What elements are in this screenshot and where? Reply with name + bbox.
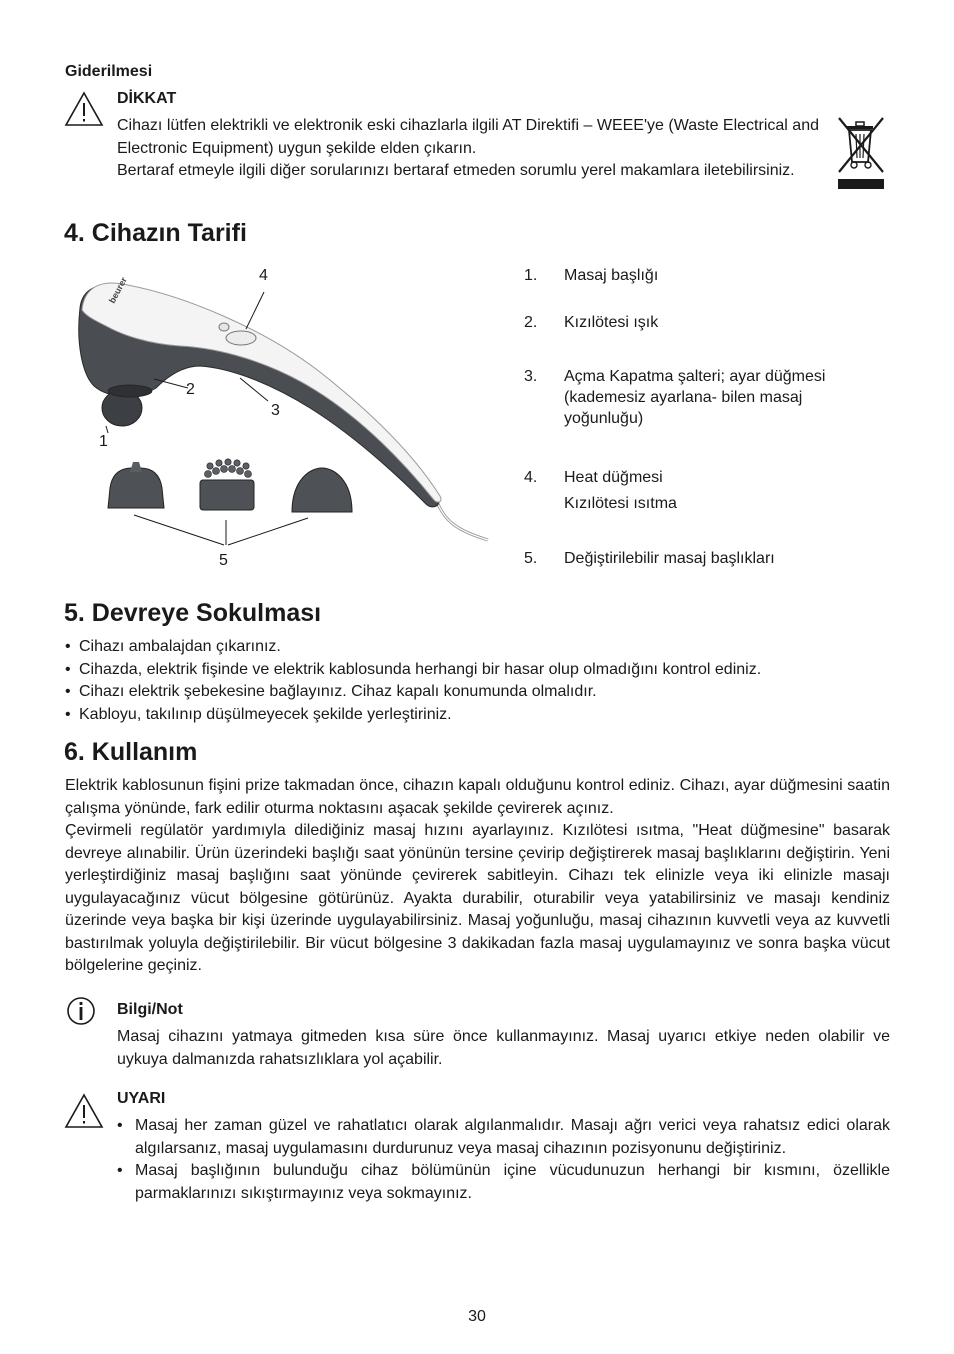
section6-body <box>65 775 890 978</box>
disposal-paragraph: Bertaraf etmeyle ilgili diğer sorularınızı bertaraf etmeden sorumlu yerel makamlara iletebilirsiniz. <box>117 162 795 179</box>
list-item: • Cihazı elektrik şebekesine bağlayınız. Cihaz kapalı konumunda olmalıdır. <box>65 681 895 704</box>
legend-text: Açma Kapatma şalteri; ayar düğmesi (kademesiz ayarlana- bilen masaj yoğunluğu) <box>564 368 826 427</box>
warning-triangle-icon <box>64 91 104 127</box>
page-number: 30 <box>468 1308 486 1325</box>
body-paragraph: Elektrik kablosunun fişini prize takmadan önce, cihazın kapalı olduğunu kontrol ediniz. Cihazı, ayar düğmesini saatin çalışma yönünde, fark edilir oturma noktasını aşacak şekilde çevirerek açınız. <box>65 777 890 817</box>
section6-title: 6. Kullanım <box>64 738 198 766</box>
section5-bullets <box>65 636 895 726</box>
body-paragraph: Çevirmeli regülatör yardımıyla dilediğiniz masaj hızını ayarlayınız. Kızılötesi ısıtma, "Heat düğmesine" basarak devreye alınabilir. Ürün üzerindeki başlığı saat yönünün tersine çevirip değiştirerek masaj başlıklarını değiştirin. Yeni yerleştirdiğiniz masaj başlığını saat yönünde çevirerek sabitleyin. Cihazı tek elinizle veya iki elinizle masajı uygulayacağınız vücut bölgesine götürünüz. Ayakta durabilir, oturabilir veya yatabilirsiniz ve masajı kendiniz üzerinde veya başka bir kişi üzerinde uygulayabilirsiniz. Masaj yoğunluğu, masaj cihazının kuvvetli veya az kuvvetli bastırılmak yoluyla değiştirilebilir. Bir vücut bölgesine 3 dakikadan fazla masaj uygulamayınız ve sonra başka vücut bölgelerine geçiniz. <box>65 822 890 974</box>
figure-label-1: 1 <box>99 433 108 450</box>
legend-number: 1. <box>524 267 538 284</box>
info-circle-icon <box>66 996 96 1026</box>
disposal-paragraph: Cihazı lütfen elektrikli ve elektronik eski cihazlarla ilgili AT Direktifi – WEEE'ye (Waste Electrical and Electronic Equipment) uygun şekilde elden çıkarın. <box>117 117 819 157</box>
legend-text: Değiştirilebilir masaj başlıkları <box>564 550 775 567</box>
disposal-warning-title: DİKKAT <box>117 90 177 107</box>
legend-text: Masaj başlığı <box>564 267 659 284</box>
list-item: • Kabloyu, takılınıp düşülmeyecek şekilde yerleştiriniz. <box>65 704 895 727</box>
device-figure <box>60 258 500 578</box>
disposal-text <box>117 115 819 183</box>
legend-text: Heat düğmesi <box>564 469 663 486</box>
uyari-title: UYARI <box>117 1090 166 1107</box>
legend-text: Kızılötesi ışık <box>564 314 659 331</box>
disposal-heading: Giderilmesi <box>65 63 153 80</box>
warning-triangle-icon <box>64 1093 104 1129</box>
section5-title: 5. Devreye Sokulması <box>64 599 322 627</box>
figure-label-2: 2 <box>186 381 195 398</box>
figure-label-4: 4 <box>259 267 268 284</box>
list-item: • Masaj başlığının bulunduğu cihaz bölümünün içine vücudunuzun herhangi bir kısmını, özellikle parmaklarınızı sıkıştırmayınız veya sokmayınız. <box>115 1160 890 1205</box>
legend-number: 2. <box>524 314 538 331</box>
attachment-spiked <box>200 480 254 510</box>
list-item: • Cihazda, elektrik fişinde ve elektrik kablosunda herhangi bir hasar olup olmadığını kontrol ediniz. <box>65 659 895 682</box>
legend-subtext: Kızılötesi ısıtma <box>564 495 677 512</box>
list-item: • Cihazı ambalajdan çıkarınız. <box>65 636 895 659</box>
legend-number: 3. <box>524 368 538 385</box>
brand-logo: beurer <box>106 275 129 305</box>
dial-button <box>226 331 256 345</box>
legend-number: 5. <box>524 550 538 567</box>
attachment-dome <box>292 468 352 512</box>
list-item: • Masaj her zaman güzel ve rahatlatıcı olarak algılanmalıdır. Masajı ağrı verici veya rahatsız edici olarak algılarsanız, masaj uygulamasını durdurunuz veya masaj cihazının pozisyonunu değiştiriniz. <box>115 1115 890 1160</box>
uyari-bullets <box>115 1115 890 1205</box>
cable <box>438 504 488 540</box>
figure-label-3: 3 <box>271 402 280 419</box>
info-title: Bilgi/Not <box>117 1001 183 1018</box>
crossed-out-bin-icon <box>836 116 886 190</box>
figure-label-5: 5 <box>219 552 228 569</box>
heat-button <box>219 323 229 331</box>
info-text: Masaj cihazını yatmaya gitmeden kısa süre önce kullanmayınız. Masaj uyarıcı etkiye neden olabilir ve uykuya dalmanızda rahatsızlıklara yol açabilir. <box>117 1028 890 1068</box>
section4-title: 4. Cihazın Tarifi <box>64 219 247 247</box>
legend-number: 4. <box>524 469 538 486</box>
attachment-pyramid <box>108 468 164 508</box>
